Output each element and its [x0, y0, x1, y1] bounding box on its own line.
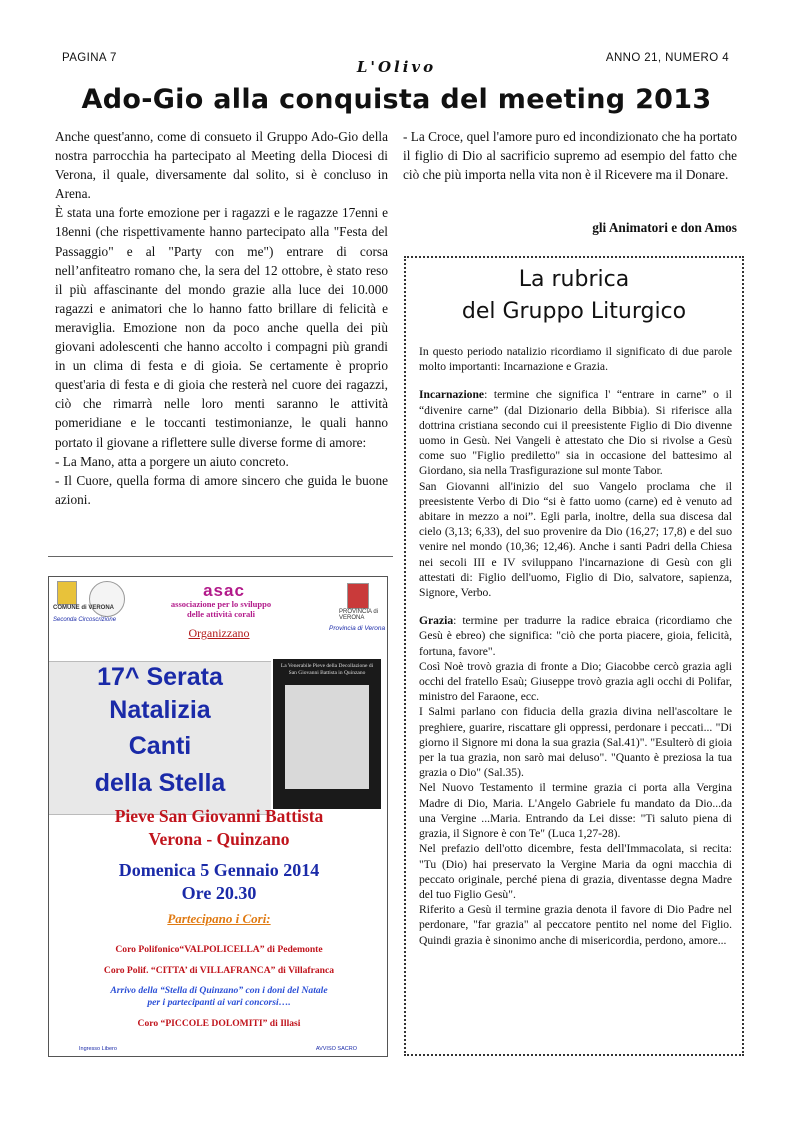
circoscrizione-seal-icon [89, 581, 125, 617]
coro-2: Coro Polif. “CITTA’ di VILLAFRANCA” di Villafranca [103, 965, 335, 976]
article-right-column [403, 127, 737, 184]
poster-time: Ore 20.30 [181, 883, 257, 903]
article-paragraph: - Il Cuore, quella forma di amore sincero che guida le buone azioni. [55, 472, 388, 507]
issue-number: ANNO 21, NUMERO 4 [605, 52, 729, 64]
rubrica-intro: In questo periodo natalizio ricordiamo il significato di due parole molto importanti: Incarnazione e Grazia. [419, 345, 732, 374]
article-paragraph: - La Mano, atta a porgere un aiuto concreto. [55, 453, 289, 469]
asac-logo: asac [203, 581, 245, 600]
poster-place1: Pieve San Giovanni Battista [114, 806, 324, 826]
coro-1: Coro Polifonico“VALPOLICELLA” di Pedemonte [115, 944, 323, 955]
article-left-column [55, 127, 388, 509]
term-grazia: Grazia [419, 614, 454, 628]
comune-crest-icon [57, 581, 77, 605]
church-photo [273, 659, 381, 809]
rubrica-title-line1: La rubrica [518, 267, 630, 292]
rubrica-paragraph: Nel prefazio dell'otto dicembre, festa dell'Immacolata, si recita: "Tu (Dio) hai preservato la Vergine Maria da ogni macchia di peccato originale, perché piena di grazia, diventasse degna Madre del tuo Figlio Gesù". [419, 842, 732, 901]
partecipano-label: Partecipano i Cori: [167, 911, 271, 926]
poster-date: Domenica 5 Gennaio 2014 [118, 860, 320, 880]
poster-line4: della Stella [94, 769, 226, 797]
circoscrizione-label: Seconda Circoscrizione [53, 617, 117, 623]
divider [48, 556, 393, 557]
poster-line2: Natalizia [109, 696, 211, 724]
rubrica-title-line2: del Gruppo Liturgico [461, 299, 687, 324]
poster-place2: Verona - Quinzano [148, 829, 290, 849]
article-title: Ado-Gio alla conquista del meeting 2013 [81, 84, 712, 115]
rubrica-paragraph: I Salmi parlano con fiducia della grazia divina nell'ascoltare le preghiere, guarire, riscattare gli oppressi, perdonare i peccati... "Di giorno il Signore mi dona la sua grazia (Sal.41)". "Esulterò di gioia per la tua grazia, non sarò mai deluso". "Quanto è preziosa la tua grazia o Dio" (Sal.35). [419, 705, 732, 780]
article-paragraph: Anche quest'anno, come di consueto il Gruppo Ado-Gio della nostra parrocchia ha partecipato al Meeting della Diocesi di Verona, il quale, diversamente dal solito, si è concluso in Arena. [55, 129, 388, 202]
rubrica-paragraph: Così Noè trovò grazia di fronte a Dio; Giacobbe cercò grazia agli occhi del fratello Esaù; Giuseppe trovò grazia agli occhi di Polifar, ministro del Faraone, ecc. [419, 659, 732, 704]
poster-line1: 17^ Serata [97, 663, 223, 691]
arrivo-stella: Arrivo della “Stella di Quinzano” con i doni del Natale per i partecipanti ai vari concorsi…. [110, 985, 328, 1008]
rubrica-body [419, 344, 732, 948]
church-facade-icon [285, 685, 369, 789]
article-paragraph: - La Croce, quel l'amore puro ed incondizionato che ha portato il figlio di Dio al sacrificio supremo ad esempio del fatto che ciò che più importa nella vita non è il Ricevere ma il Donare. [403, 129, 737, 183]
masthead: L'Olivo [356, 58, 437, 76]
provincia-small-label: PROVINCIA di VERONA [339, 609, 379, 621]
provincia-crest-icon [347, 583, 369, 609]
rubrica-paragraph: Nel Nuovo Testamento il termine grazia ci porta alla Vergina Madre di Dio, Maria. L'Angelo Gabriele fu mandato da Dio...da una Vergine ...Maria. Entrando da Lei disse: "Ti saluto piena di grazia, il Signore è con Te" (Luca 1,27-28). [419, 781, 732, 841]
asac-subtitle: associazione per lo sviluppo delle attività corali [170, 599, 272, 619]
organizzano-label: Organizzano [188, 626, 250, 640]
ingresso-label: Ingresso Libero [79, 1046, 117, 1052]
rubrica-paragraph: Incarnazione: termine che significa l' “entrare in carne” o il “divenire carne” (dal Dizionario della Bibbia). Si riferisce alla dottrina cristiana secondo cui il preesistente Figlio di Dio divenne uomo in Gesù. Nei Vangeli è attestato che Dio si rivolse a Gesù come suo "Figlio prediletto" sia in occasione del battesimo al Giordano, sia nella Trasfigurazione sul monte Tabor. [419, 388, 732, 478]
term-incarnazione: Incarnazione [419, 388, 485, 402]
page-number: PAGINA 7 [62, 52, 117, 64]
avviso-label: AVVISO SACRO [315, 1046, 357, 1052]
comune-label: COMUNE di VERONA [53, 605, 115, 611]
rubrica-title [406, 264, 742, 328]
article-paragraph: È stata una forte emozione per i ragazzi e le ragazze 17enni e 18enni (che rispettivamente hanno partecipato alla "Festa del Passaggio" e al "Party con me") entrare di corsa nell’anfiteatro romano che, la sera del 12 ottobre, è stato reso il più affascinante del mondo grazie alla luce dei 10.000 ragazzi e animatori che lo hanno fatto brillare di felicità e meraviglia. Emozione non da poco anche quella dei più giovani adolescenti che hanno accolto i compagni più grandi in un clima di festa e di gioia. Se certamente è proprio quest'aria di festa e di gioia che resterà nel cuore dei ragazzi, ciò che rimarrà nelle loro menti saranno le attività pomeridiane e le toccanti testimonianze, le quali hanno portato il giovane a riflettere sulle diverse forme di amore: [55, 205, 388, 450]
rubrica-paragraph: Riferito a Gesù il termine grazia denota il favore di Dio Padre nel perdonare, "far grazia" al peccatore pentito nel nome del Figlio. Quindi grazia è sinonimo anche di misericordia, perdono, amore... [419, 903, 732, 947]
church-caption: La Venerabile Pieve della Decollazione di San Giovanni Battista in Quinzano [280, 663, 374, 676]
provincia-label: Provincia di Verona [329, 625, 386, 632]
coro-3: Coro “PICCOLE DOLOMITI” di Illasi [137, 1018, 301, 1029]
rubrica-paragraph: San Giovanni all'inizio del suo Vangelo proclama che il preesistente Verbo di Dio “si è fatto uomo (carne) ed è venuto ad abitare in mezzo a noi”. Egli parla, inoltre, della sua discesa dal cielo (3,13; 6,33), del suo provenire da Dio (16,27; 17,8) e del suo venire nel mondo (10,36; 12,46). Anche i santi Padri della Chiesa nei secoli III e IV sviluppano l'incarnazione di Gesù con gli attestati di: Figlio dell'uomo, Figlio di Dio, salvatore, sapienza, Signore, Verbo. [419, 479, 732, 600]
article-signature: gli Animatori e don Amos [592, 220, 737, 235]
concert-poster [48, 576, 388, 1057]
rubrica-box [404, 256, 744, 1056]
poster-line3: Canti [128, 732, 192, 760]
rubrica-paragraph: Grazia: termine per tradurre la radice ebraica (ricordiamo che Gesù è ebreo) che significa: "ciò che porta piacere, gioia, felicità, fortuna, favore". [419, 614, 732, 658]
